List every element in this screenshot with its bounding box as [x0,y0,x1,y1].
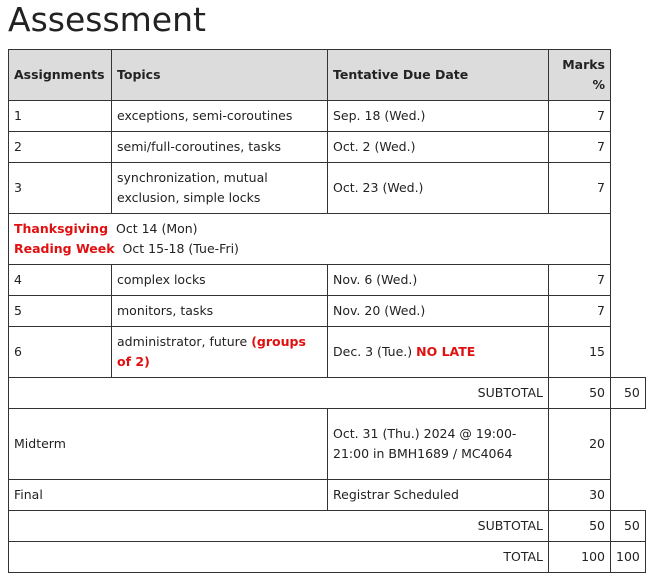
header-topics: Topics [112,50,328,101]
assignment-marks: 7 [549,101,611,132]
subtotal-row [9,378,646,409]
total-total: 100 [611,542,646,573]
table-row [9,101,646,132]
subtotal-marks: 50 [549,511,611,542]
assignment-topics: exceptions, semi-coroutines [112,101,328,132]
header-assignments: Assignments [9,50,112,101]
final-label: Final [9,480,328,511]
assignment-topics: complex locks [112,265,328,296]
table-row [9,296,646,327]
assignment-marks: 7 [549,163,611,214]
assignment-number: 4 [9,265,112,296]
subtotal-row [9,511,646,542]
midterm-marks: 20 [549,409,611,480]
assignment-topics [112,327,328,378]
assignment-topics: synchronization, mutual exclusion, simple locks [112,163,328,214]
reading-week-label: Reading Week [14,241,115,256]
assignment-number: 3 [9,163,112,214]
total-row [9,542,646,573]
assignment-due: Nov. 6 (Wed.) [328,265,549,296]
assignment-number: 6 [9,327,112,378]
final-row [9,480,646,511]
table-row [9,327,646,378]
breaks-cell [9,214,611,265]
final-marks: 30 [549,480,611,511]
table-row [9,265,646,296]
final-due: Registrar Scheduled [328,480,549,511]
assignment-topics: monitors, tasks [112,296,328,327]
assignment-marks: 7 [549,296,611,327]
assignment-number: 5 [9,296,112,327]
page-title: Assessment [8,0,206,39]
assignment-number: 1 [9,101,112,132]
total-marks: 100 [549,542,611,573]
table-row [9,132,646,163]
groups-note: (groups of 2) [117,334,306,369]
thanksgiving-label: Thanksgiving [14,221,109,236]
midterm-row [9,409,646,480]
assignment-marks: 7 [549,132,611,163]
total-label: TOTAL [9,542,549,573]
subtotal-label: SUBTOTAL [9,378,549,409]
midterm-label: Midterm [9,409,328,480]
subtotal-total: 50 [611,378,646,409]
reading-week-date: Oct 15-18 (Tue-Fri) [122,241,239,256]
table-row [9,163,646,214]
assignment-due: Oct. 2 (Wed.) [328,132,549,163]
header-row [9,50,646,101]
midterm-due: Oct. 31 (Thu.) 2024 @ 19:00-21:00 in BMH1689 / MC4064 [328,409,549,480]
assignment-topics: semi/full-coroutines, tasks [112,132,328,163]
assignment-marks: 7 [549,265,611,296]
no-late-note: NO LATE [416,344,476,359]
assignment-number: 2 [9,132,112,163]
assignment-due: Sep. 18 (Wed.) [328,101,549,132]
due-text: Dec. 3 (Tue.) [333,344,413,359]
header-marks: Marks % [549,50,611,101]
assignment-due: Nov. 20 (Wed.) [328,296,549,327]
subtotal-marks: 50 [549,378,611,409]
breaks-row [9,214,646,265]
header-due-date: Tentative Due Date [328,50,549,101]
topics-text: administrator, future [117,334,248,349]
assignment-marks: 15 [549,327,611,378]
thanksgiving-date: Oct 14 (Mon) [115,221,198,236]
subtotal-total: 50 [611,511,646,542]
subtotal-label: SUBTOTAL [9,511,549,542]
assignment-due [328,327,549,378]
assignment-due: Oct. 23 (Wed.) [328,163,549,214]
assessment-table [8,49,646,573]
